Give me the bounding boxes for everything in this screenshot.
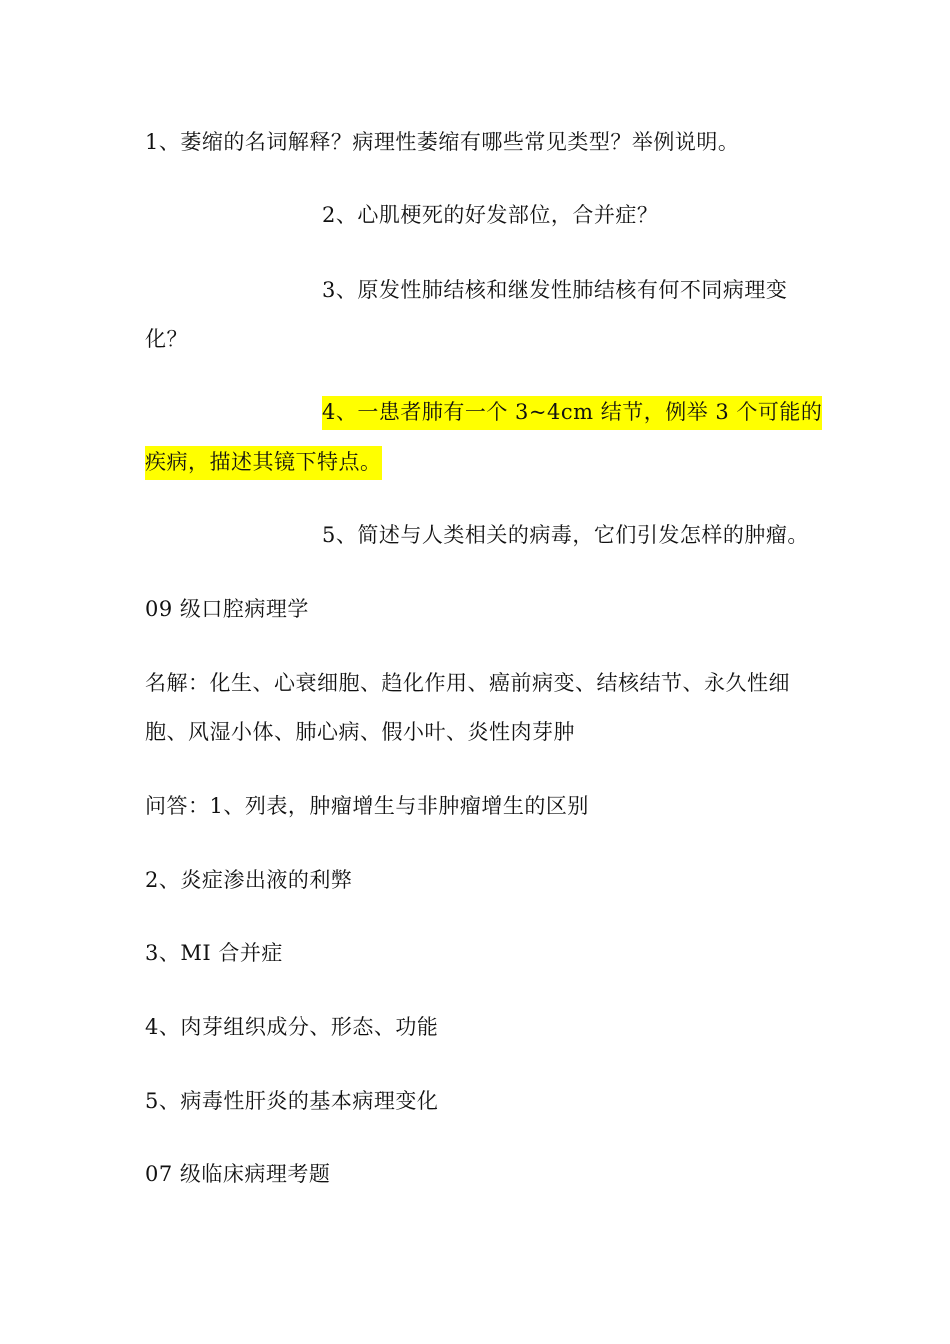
qa-item-1: 问答：1、列表，肿瘤增生与非肿瘤增生的区别 <box>145 794 589 818</box>
qa-item-3: 3、MI 合并症 <box>145 941 283 965</box>
section-title-09: 09 级口腔病理学 <box>145 597 309 621</box>
question-3-line-1: 3、原发性肺结核和继发性肺结核有何不同病理变 <box>322 278 788 302</box>
question-2: 2、心肌梗死的好发部位，合并症？ <box>322 203 659 227</box>
question-1: 1、萎缩的名词解释？病理性萎缩有哪些常见类型？举例说明。 <box>145 130 740 154</box>
question-4-line-2 <box>145 450 382 474</box>
section-title-07: 07 级临床病理考题 <box>145 1162 331 1186</box>
highlighted-text: 4、一患者肺有一个 3~4cm 结节，例举 3 个可能的 <box>322 396 822 430</box>
highlighted-text: 疾病，描述其镜下特点。 <box>145 446 382 480</box>
qa-item-2: 2、炎症渗出液的利弊 <box>145 868 353 892</box>
question-3-line-2: 化？ <box>145 327 188 351</box>
question-5: 5、简述与人类相关的病毒，它们引发怎样的肿瘤。 <box>322 523 809 547</box>
question-4-line-1 <box>322 400 822 424</box>
terms-line-2: 胞、风湿小体、肺心病、假小叶、炎性肉芽肿 <box>145 720 575 744</box>
qa-item-4: 4、肉芽组织成分、形态、功能 <box>145 1015 439 1039</box>
qa-item-5: 5、病毒性肝炎的基本病理变化 <box>145 1089 439 1113</box>
terms-line-1: 名解：化生、心衰细胞、趋化作用、癌前病变、结核结节、永久性细 <box>145 671 790 695</box>
